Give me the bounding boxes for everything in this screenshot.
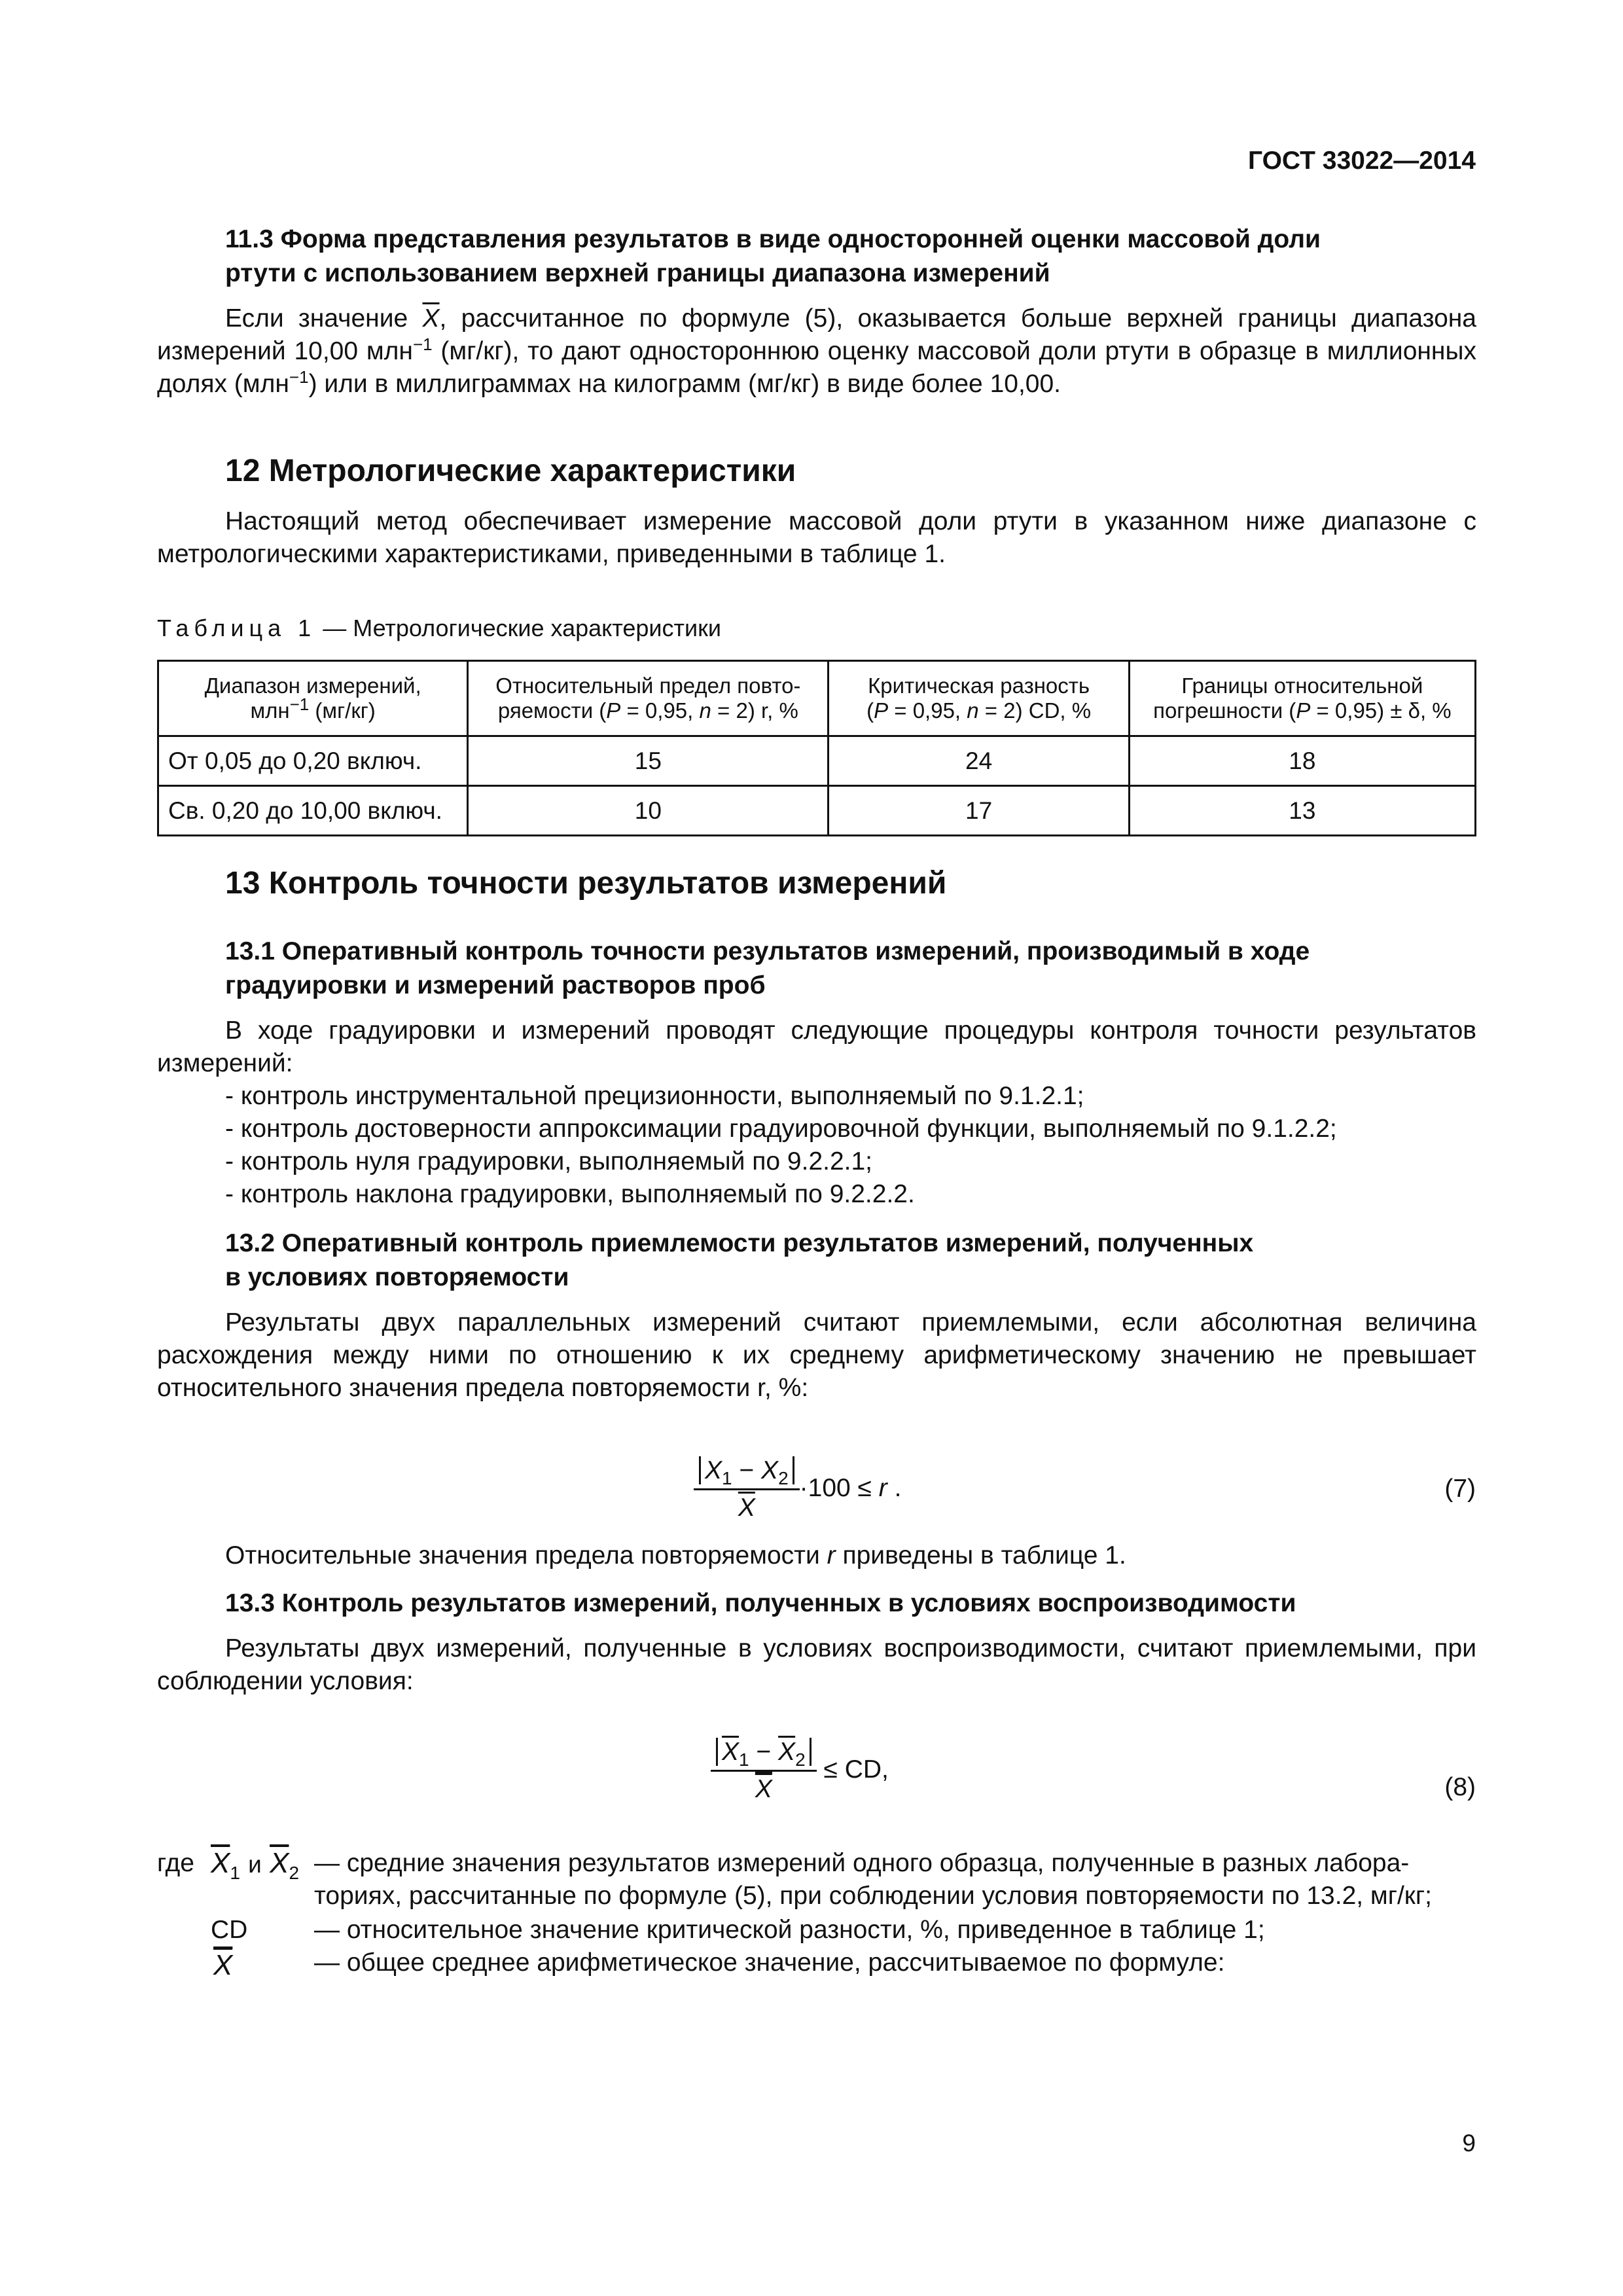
list-item: - контроль инструментальной прецизионности, выполняемый по 9.1.2.1; bbox=[225, 1082, 1084, 1110]
symbol-cd: CD bbox=[211, 1916, 248, 1944]
table-cell: 17 bbox=[829, 786, 1129, 836]
table-header-range: Диапазон измерений, млн$^{-1}$ (мг/кг) bbox=[158, 661, 468, 736]
list-item: - контроль наклона градуировки, выполняемый по 9.2.2.2. bbox=[225, 1180, 915, 1208]
where-label: где bbox=[157, 1849, 194, 1877]
table-cell: 15 bbox=[468, 736, 829, 786]
section-12 bbox=[157, 452, 1476, 571]
definition-cd: — относительное значение критической разности, %, приведенное в таблице 1; bbox=[314, 1916, 1265, 1944]
equation-8-number: (8) bbox=[1444, 1773, 1476, 1801]
table-header-critical-difference: Критическая разность (P = 0,95, n = 2) CD, % bbox=[829, 661, 1129, 736]
table-1-caption: Таблица 1 — Метрологические характеристики bbox=[157, 615, 721, 641]
table-cell: 24 bbox=[829, 736, 1129, 786]
section-12-text: Настоящий метод обеспечивает измерение массовой доли ртути в указанном ниже диапазоне с метрологическими характеристиками, приведенными в таблице 1. bbox=[157, 507, 1476, 568]
section-13 bbox=[157, 864, 1476, 1405]
table-header-error-bounds: Границы относительной погрешности (P = 0,95) ± δ, % bbox=[1129, 661, 1475, 736]
table-cell: 18 bbox=[1129, 736, 1475, 786]
section-13-2-text: Результаты двух параллельных измерений считают приемлемыми, если абсолютная величина расхождения между ними по отношению к их среднему арифметическому значению не превышает относительного значения предела повторяемости r, %: bbox=[157, 1308, 1476, 1402]
document-id: ГОСТ 33022—2014 bbox=[1248, 147, 1476, 175]
table-header-row bbox=[158, 661, 1476, 736]
table-cell: От 0,05 до 0,20 включ. bbox=[158, 736, 468, 786]
equation-7-number: (7) bbox=[1444, 1475, 1476, 1503]
section-13-2-title: 13.2 Оперативный контроль приемлемости результатов измерений, полученных в условиях повторяемости bbox=[225, 1229, 1254, 1291]
section-12-title: 12 Метрологические характеристики bbox=[225, 454, 796, 488]
table-cell: 13 bbox=[1129, 786, 1475, 836]
metrology-table bbox=[157, 660, 1476, 836]
symbol-x1-x2: $\overline{X}_1$ и $\overline{X}_2$ bbox=[211, 1847, 300, 1883]
section-13-title: 13 Контроль точности результатов измерений bbox=[225, 866, 947, 901]
section-11-3-text: Если значение $\overline{X}$, рассчитанное по формуле (5), оказывается больше верхней границы диапазона измерений 10,00 млн$^{-1}$ (мг/кг), то дают одностороннюю оценку массовой доли ртути в образце в миллионных долях (млн$^{-1}$) или в миллиграммах на килограмм (мг/кг) в виде более 10,00. bbox=[157, 304, 1476, 398]
table-cell: Св. 0,20 до 10,00 включ. bbox=[158, 786, 468, 836]
symbol-grand-mean: $\overline{X}$ bbox=[213, 1949, 233, 1981]
equation-8: $\frac{\overline{X}_1 - \overline{X}_2}{X}$ ≤ CD, bbox=[711, 1734, 889, 1807]
section-13-1-text: В ходе градуировки и измерений проводят следующие процедуры контроля точности результатов измерений: bbox=[157, 1016, 1476, 1077]
after-equation-7-text: Относительные значения предела повторяемости r приведены в таблице 1. bbox=[225, 1541, 1126, 1570]
table-header-repeatability: Относительный предел повто- ряемости (P = 0,95, n = 2) r, % bbox=[468, 661, 829, 736]
section-13-3-title: 13.3 Контроль результатов измерений, полученных в условиях воспроизводимости bbox=[225, 1589, 1296, 1617]
table-row bbox=[158, 736, 1476, 786]
list-item: - контроль достоверности аппроксимации градуировочной функции, выполняемый по 9.1.2.2; bbox=[225, 1115, 1337, 1143]
page-number: 9 bbox=[1462, 2130, 1476, 2157]
after-equation-7 bbox=[157, 1539, 1476, 1698]
list-item: - контроль нуля градуировки, выполняемый по 9.2.2.1; bbox=[225, 1147, 873, 1175]
section-11-3-title: 11.3 Форма представления результатов в виде односторонней оценки массовой доли ртути с использованием верхней границы диапазона измерений bbox=[225, 225, 1321, 287]
section-13-3-text: Результаты двух измерений, полученные в условиях воспроизводимости, считают приемлемыми, при соблюдении условия: bbox=[157, 1634, 1476, 1695]
equation-7: $\frac{X_1 - X_2}{X}$ ·100 ≤ r . bbox=[694, 1453, 901, 1526]
definition-grand-mean: — общее среднее арифметическое значение, рассчитываемое по формуле: bbox=[314, 1948, 1225, 1977]
table-cell: 10 bbox=[468, 786, 829, 836]
table-row bbox=[158, 786, 1476, 836]
definition-x1-x2: — средние значения результатов измерений одного образца, полученные в разных лабора- ториях, рассчитанные по формуле (5), при соблюдении условия повторяемости по 13.2, мг/кг; bbox=[314, 1849, 1432, 1910]
section-13-1-title: 13.1 Оперативный контроль точности результатов измерений, производимый в ходе градуировки и измерений растворов проб bbox=[225, 937, 1310, 999]
section-11-3 bbox=[157, 223, 1476, 401]
